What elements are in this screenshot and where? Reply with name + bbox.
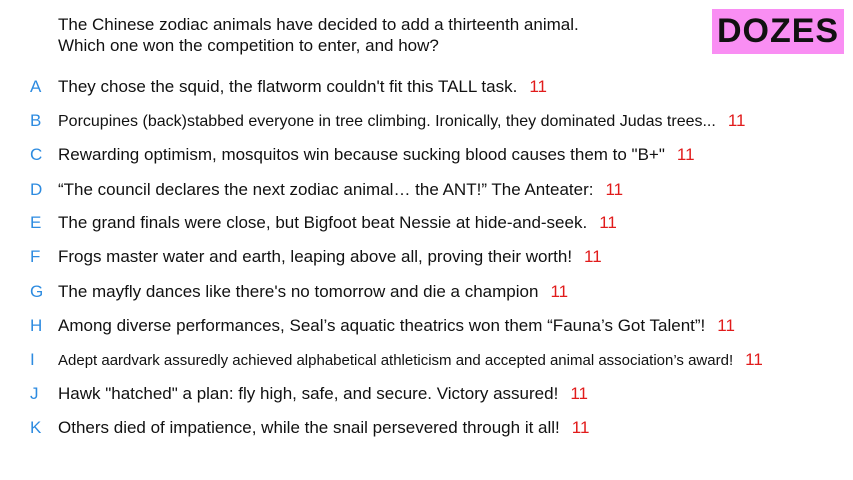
answer-score: 11 <box>571 418 590 437</box>
answer-score: 11 <box>676 145 695 164</box>
answer-letter: K <box>30 418 42 437</box>
answer-letter: F <box>30 247 41 266</box>
answer-text: Frogs master water and earth, leaping above all, proving their worth! <box>58 247 573 266</box>
answer-letter: H <box>30 316 43 335</box>
answer-score: 11 <box>584 247 602 266</box>
answer-text: Hawk "hatched" a plan: fly high, safe, and secure. Victory assured! <box>58 384 559 403</box>
answer-text: Others died of impatience, while the snail persevered through it all! <box>58 418 560 437</box>
answer-letter: I <box>30 350 35 369</box>
answer-text: Porcupines (back)stabbed everyone in tree climbing. Ironically, they dominated Judas trees... <box>58 113 716 130</box>
answer-score: 11 <box>745 350 763 369</box>
answer-text: They chose the squid, the flatworm couldn't fit this TALL task. <box>58 77 518 96</box>
answer-text: The grand finals were close, but Bigfoot beat Nessie at hide-and-seek. <box>58 213 588 232</box>
answer-score: 11 <box>529 77 547 96</box>
answer-text: Among diverse performances, Seal’s aquatic theatrics won them “Fauna’s Got Talent”! <box>58 316 706 335</box>
answer-letter: D <box>30 180 43 199</box>
answer-letter: A <box>30 77 42 96</box>
answer-text: “The council declares the next zodiac animal… the ANT!” The Anteater: <box>58 180 594 199</box>
answer-score: 11 <box>727 111 746 130</box>
answer-letter: C <box>30 145 43 164</box>
answer-text: Rewarding optimism, mosquitos win because sucking blood causes them to "B+" <box>58 145 665 164</box>
title-badge: DOZES <box>712 9 844 54</box>
answer-letter: G <box>30 282 44 301</box>
answer-letter: J <box>30 384 39 403</box>
answer-text: The mayfly dances like there's no tomorrow and die a champion <box>58 282 539 301</box>
answer-score: 11 <box>550 282 569 301</box>
answer-letter: B <box>30 111 42 130</box>
answer-letter: E <box>30 213 42 232</box>
answer-score: 11 <box>570 384 588 403</box>
question-text: The Chinese zodiac animals have decided to add a thirteenth animal. Which one won the competition to enter, and how? <box>58 15 579 55</box>
answer-score: 11 <box>599 213 617 232</box>
answer-score: 11 <box>717 316 735 335</box>
answer-text: Adept aardvark assuredly achieved alphabetical athleticism and accepted animal association’s award! <box>58 352 734 369</box>
answer-score: 11 <box>605 180 624 199</box>
